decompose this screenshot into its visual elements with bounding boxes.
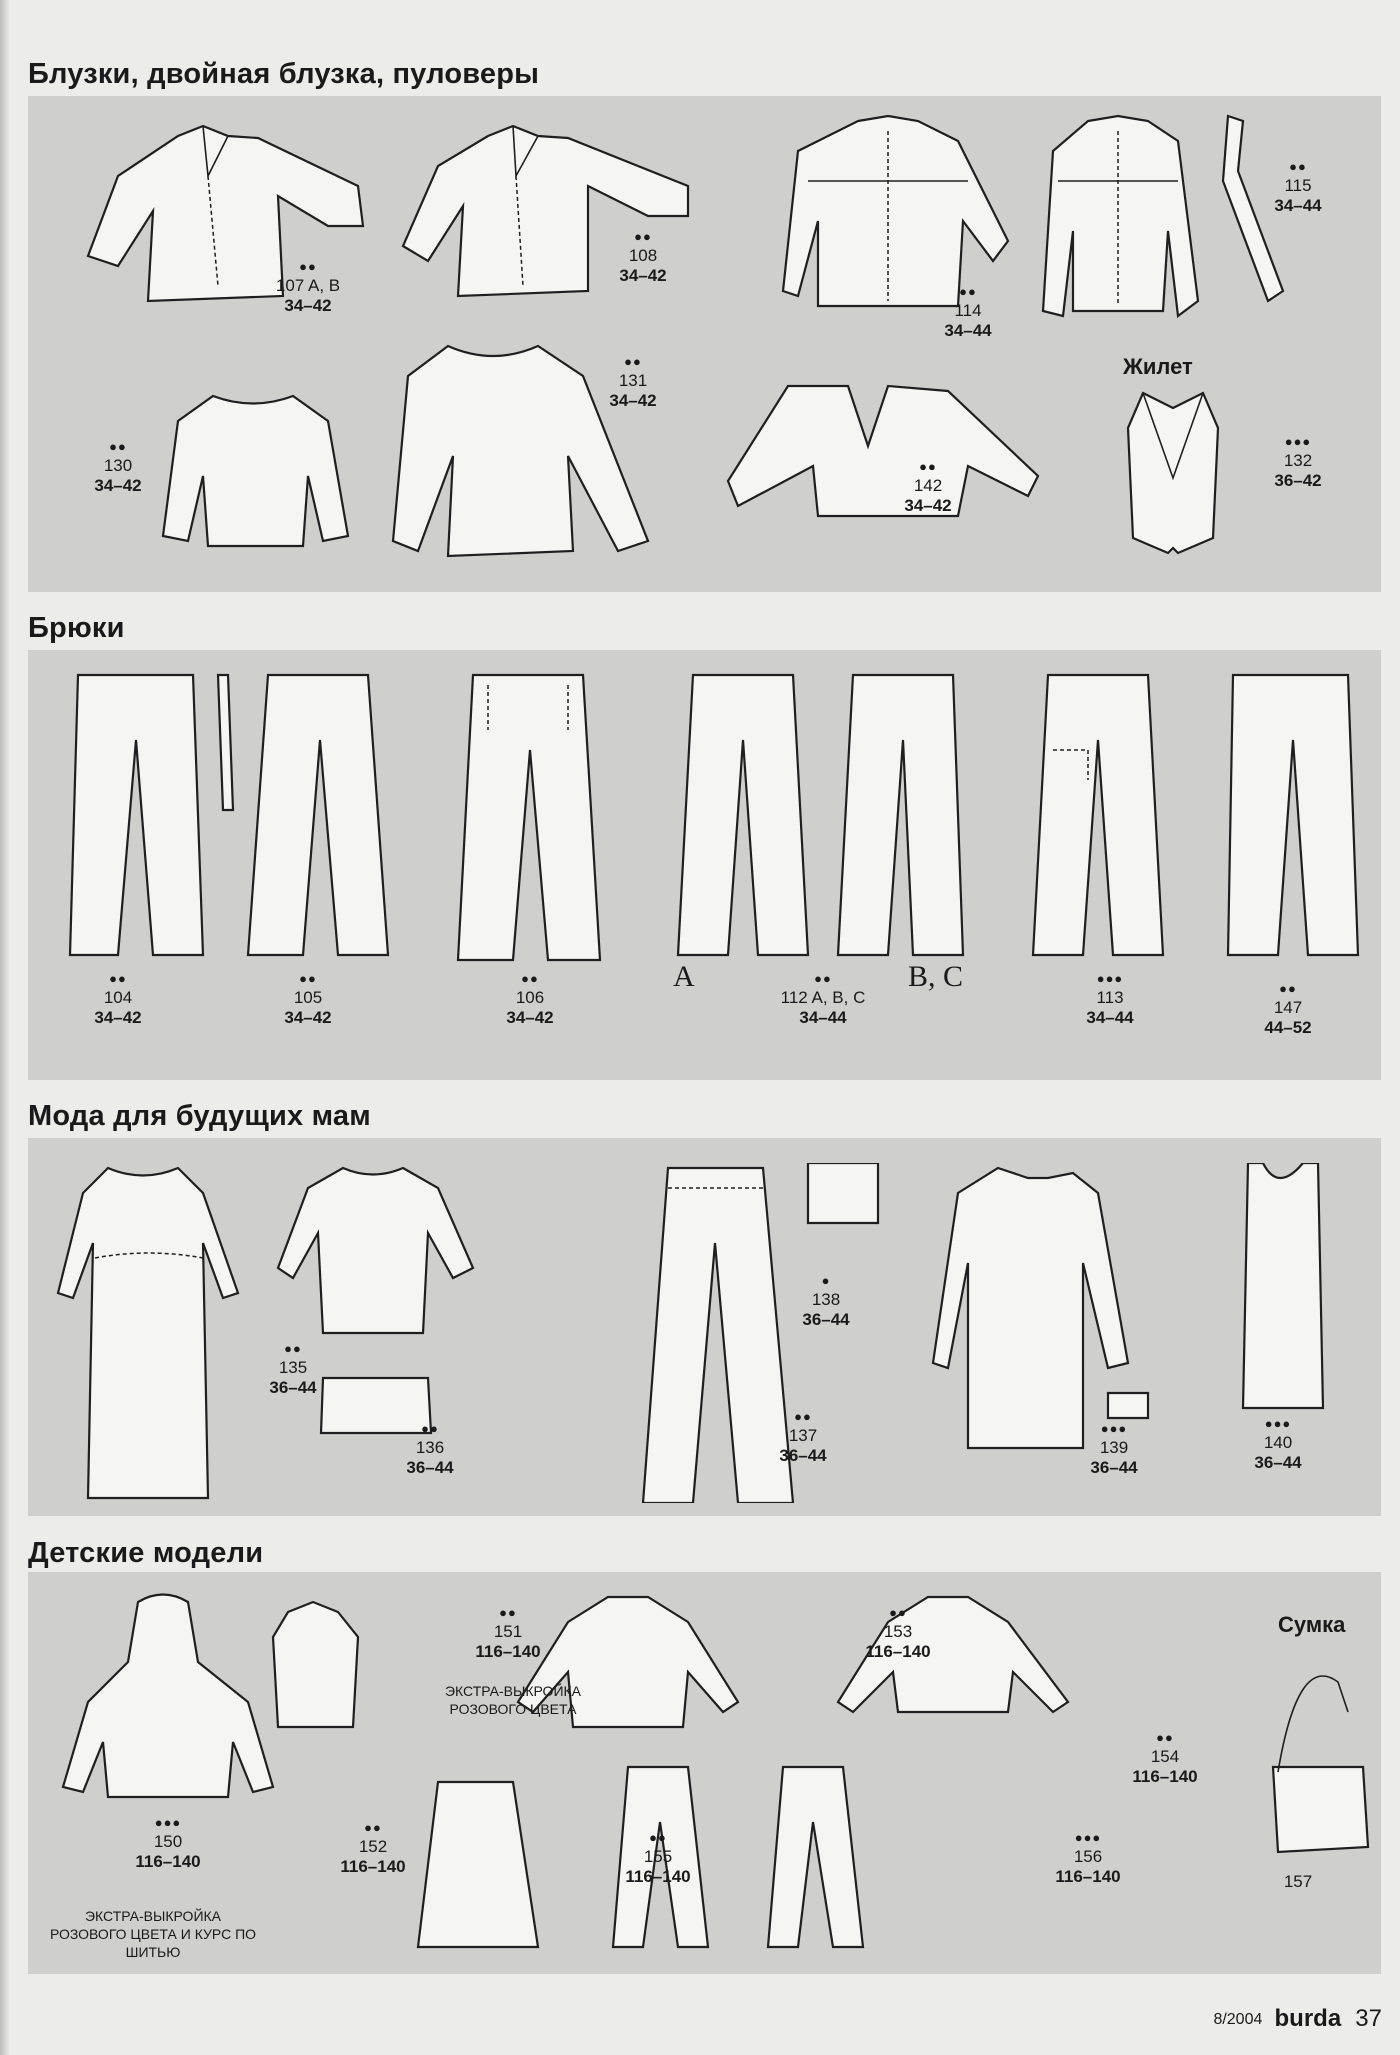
difficulty-dots: ●●● <box>1264 1416 1292 1431</box>
sketch-pullover-142 <box>698 366 1048 536</box>
model-number: 136 <box>415 1438 445 1457</box>
item-142 <box>878 456 978 516</box>
item-139 <box>1064 1418 1164 1478</box>
model-number: 142 <box>913 476 943 495</box>
model-number: 131 <box>618 371 648 390</box>
panel-trousers <box>28 650 1381 1080</box>
panel-maternity <box>28 1138 1381 1516</box>
model-number: 104 <box>103 988 133 1007</box>
difficulty-dots: ●●● <box>1284 434 1312 449</box>
size-range: 34–42 <box>904 496 952 515</box>
item-112 <box>748 968 898 1028</box>
model-number: 135 <box>278 1358 308 1377</box>
size-range: 34–44 <box>799 1008 847 1027</box>
item-106 <box>480 968 580 1028</box>
page-footer <box>1213 2005 1382 2033</box>
size-range: 116–140 <box>340 1857 406 1876</box>
difficulty-dots: ●● <box>421 1421 439 1436</box>
model-number: 112 A, B, C <box>780 988 866 1007</box>
model-number: 155 <box>643 1847 673 1866</box>
size-range: 116–140 <box>1055 1867 1121 1886</box>
sketch-trousers-row <box>48 670 1368 970</box>
brand-logo: burda <box>1274 2005 1342 2032</box>
item-156 <box>1033 1827 1143 1887</box>
difficulty-dots: ●● <box>634 229 652 244</box>
model-number: 132 <box>1283 451 1313 470</box>
size-range: 36–44 <box>269 1378 317 1397</box>
model-number: 137 <box>788 1426 818 1445</box>
item-140 <box>1228 1413 1328 1473</box>
difficulty-dots: ●● <box>814 971 832 986</box>
difficulty-dots: ●● <box>624 354 642 369</box>
item-107 <box>248 256 368 316</box>
difficulty-dots: ●●● <box>1100 1421 1128 1436</box>
model-number: 151 <box>493 1622 523 1641</box>
size-range: 36–44 <box>802 1310 850 1329</box>
difficulty-dots: ●● <box>649 1830 667 1845</box>
difficulty-dots: ●● <box>1156 1730 1174 1745</box>
item-154 <box>1110 1727 1220 1787</box>
difficulty-dots: ●● <box>109 439 127 454</box>
item-152 <box>318 1817 428 1877</box>
size-range: 34–42 <box>284 1008 332 1027</box>
size-range: 34–44 <box>1274 196 1322 215</box>
model-number: 147 <box>1273 998 1303 1017</box>
size-range: 34–44 <box>1086 1008 1134 1027</box>
item-138 <box>776 1270 876 1330</box>
panel-kids <box>28 1572 1381 1974</box>
item-104 <box>68 968 168 1028</box>
difficulty-dots: ●●● <box>1074 1830 1102 1845</box>
model-number: 152 <box>358 1837 388 1856</box>
panel-blouses <box>28 96 1381 592</box>
section-title-maternity: Мода для будущих мам <box>28 1100 371 1132</box>
model-number: 153 <box>883 1622 913 1641</box>
label-vest: Жилет <box>1123 354 1193 379</box>
size-range: 116–140 <box>625 1867 691 1886</box>
size-range: 34–42 <box>609 391 657 410</box>
size-range: 36–42 <box>1274 471 1322 490</box>
model-number: 108 <box>628 246 658 265</box>
item-157 <box>1268 1872 1328 1892</box>
difficulty-dots: ●●● <box>1096 971 1124 986</box>
item-151 <box>453 1602 563 1662</box>
difficulty-dots: ●● <box>499 1605 517 1620</box>
item-113 <box>1060 968 1160 1028</box>
size-range: 116–140 <box>135 1852 201 1871</box>
model-number: 140 <box>1263 1433 1293 1452</box>
size-range: 36–44 <box>1254 1453 1302 1472</box>
item-108 <box>588 226 698 286</box>
size-range: 44–52 <box>1264 1018 1312 1037</box>
model-number: 139 <box>1099 1438 1129 1457</box>
item-136 <box>380 1418 480 1478</box>
difficulty-dots: ● <box>821 1273 831 1288</box>
item-135 <box>243 1338 343 1398</box>
note-151-extra-pattern: ЭКСТРА-ВЫКРОЙКА РОЗОВОГО ЦВЕТА <box>444 1683 582 1717</box>
size-range: 116–140 <box>475 1642 541 1661</box>
model-number: 156 <box>1073 1847 1103 1866</box>
difficulty-dots: ●● <box>521 971 539 986</box>
difficulty-dots: ●● <box>1279 981 1297 996</box>
difficulty-dots: ●● <box>109 971 127 986</box>
model-number: 154 <box>1150 1747 1180 1766</box>
sketch-top-130 <box>153 386 353 556</box>
size-range: 116–140 <box>1132 1767 1198 1786</box>
size-range: 36–44 <box>406 1458 454 1477</box>
item-131 <box>583 351 683 411</box>
item-115 <box>1248 156 1348 216</box>
item-137 <box>753 1406 853 1466</box>
difficulty-dots: ●● <box>299 259 317 274</box>
label-bag: Сумка <box>1278 1612 1346 1637</box>
issue-date: 8/2004 <box>1213 2011 1263 2029</box>
page-number: 37 <box>1355 2005 1382 2032</box>
difficulty-dots: ●● <box>364 1820 382 1835</box>
item-105 <box>258 968 358 1028</box>
note-150-extra-pattern: ЭКСТРА-ВЫКРОЙКА РОЗОВОГО ЦВЕТА И КУРС ПО ШИТЬЮ <box>49 1908 257 1960</box>
section-title-kids: Детские модели <box>28 1537 264 1569</box>
item-114 <box>918 281 1018 341</box>
size-range: 116–140 <box>865 1642 931 1661</box>
model-number: 107 A, B <box>275 276 341 295</box>
item-155 <box>603 1827 713 1887</box>
size-range: 34–42 <box>94 1008 142 1027</box>
model-number: 114 <box>954 301 982 320</box>
model-number: 150 <box>153 1832 183 1851</box>
model-number: 138 <box>811 1290 841 1309</box>
size-range: 34–42 <box>284 296 332 315</box>
section-title-trousers: Брюки <box>28 612 125 644</box>
size-range: 34–42 <box>94 476 142 495</box>
variant-a-label: A <box>673 960 695 993</box>
difficulty-dots: ●● <box>299 971 317 986</box>
difficulty-dots: ●● <box>889 1605 907 1620</box>
section-title-blouses: Блузки, двойная блузка, пуловеры <box>28 58 540 90</box>
page-binding-shadow <box>0 0 10 2055</box>
size-range: 36–44 <box>1090 1458 1138 1477</box>
difficulty-dots: ●● <box>919 459 937 474</box>
sketch-vest-132 <box>1108 388 1238 558</box>
difficulty-dots: ●●● <box>154 1815 182 1830</box>
difficulty-dots: ●● <box>794 1409 812 1424</box>
variant-bc-label: B, C <box>908 960 964 993</box>
model-number: 113 <box>1096 988 1124 1007</box>
model-number: 105 <box>293 988 323 1007</box>
model-number: 130 <box>103 456 133 475</box>
size-range: 36–44 <box>779 1446 827 1465</box>
model-number: 106 <box>515 988 545 1007</box>
item-153 <box>843 1602 953 1662</box>
sketch-shirt-115 <box>1028 111 1298 326</box>
difficulty-dots: ●● <box>959 284 977 299</box>
model-number: 157 <box>1283 1872 1313 1891</box>
size-range: 34–42 <box>506 1008 554 1027</box>
difficulty-dots: ●● <box>1289 159 1307 174</box>
size-range: 34–44 <box>944 321 992 340</box>
item-132 <box>1248 431 1348 491</box>
difficulty-dots: ●● <box>284 1341 302 1356</box>
size-range: 34–42 <box>619 266 667 285</box>
model-number: 115 <box>1284 176 1312 195</box>
item-147 <box>1238 978 1338 1038</box>
item-150 <box>113 1812 223 1872</box>
